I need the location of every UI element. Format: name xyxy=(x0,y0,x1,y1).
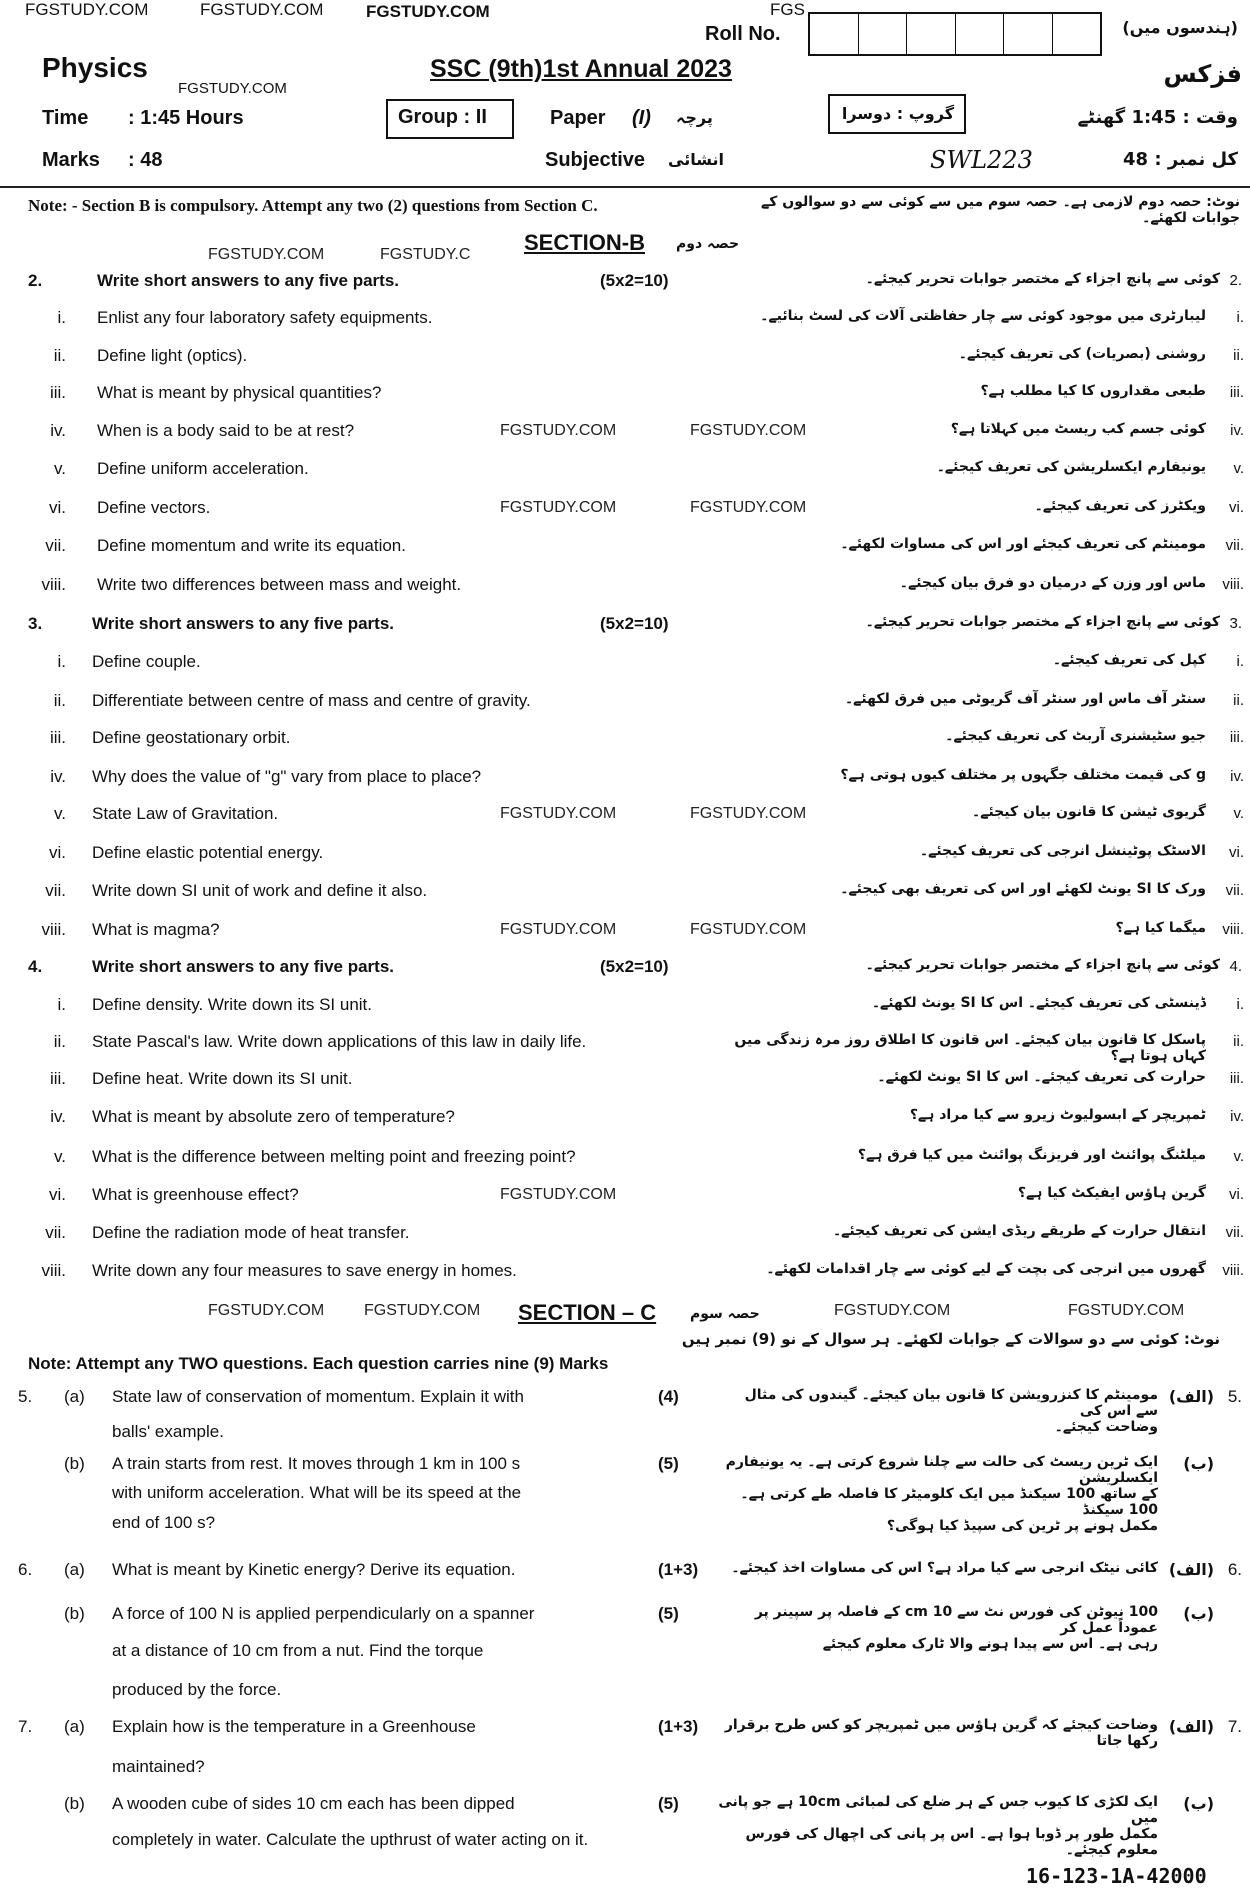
question-number-right: 7. xyxy=(1227,1717,1242,1736)
part-text-urdu-block xyxy=(718,1794,1158,1858)
part-roman: vi. xyxy=(49,843,66,862)
part-text-urdu: سنٹر آف ماس اور سنٹر آف گریوٹی میں فرق لکھئے۔ xyxy=(844,691,1206,707)
part-roman-right: iv. xyxy=(1230,1108,1244,1125)
question-number: 4. xyxy=(28,957,43,976)
group-label-urdu: گروپ : دوسرا xyxy=(841,104,954,123)
part-text-line-urdu: مکمل طور پر ڈوبا ہوا ہے۔ اس پر پانی کی اچھال کی فورس معلوم کیجئے۔ xyxy=(745,1826,1158,1858)
part-text: Define couple. xyxy=(92,652,201,671)
part-text-line-urdu: مکمل ہونے پر ٹرین کی سپیڈ کیا ہوگی؟ xyxy=(886,1518,1158,1534)
part-roman-right: vii. xyxy=(1225,537,1244,554)
question-number-right: 2. xyxy=(1229,272,1242,289)
question-number: 5. xyxy=(18,1387,33,1406)
question-prompt-urdu: کوئی سے پانچ اجزاء کے مختصر جوابات تحریر کیجئے۔ xyxy=(865,614,1220,630)
watermark: FGSTUDY.C xyxy=(380,246,471,263)
part-text: Write down any four measures to save energy in homes. xyxy=(92,1261,517,1280)
part-roman-right: iv. xyxy=(1230,768,1244,785)
part-text: Define density. Write down its SI unit. xyxy=(92,995,372,1014)
part-text-urdu: پاسکل کا قانون بیان کیجئے۔ اس قانون کا اطلاق روز مرہ زندگی میں کہاں ہوتا ہے؟ xyxy=(734,1032,1206,1064)
part-text-line: end of 100 s? xyxy=(112,1513,216,1532)
part-roman-right: i. xyxy=(1236,996,1244,1013)
part-text-urdu: لیبارٹری میں موجود کوئی سے چار حفاظتی آلات کی لسٹ بنائیے۔ xyxy=(760,308,1206,324)
exam-title: SSC (9th)1st Annual 2023 xyxy=(430,55,732,83)
part-roman-right: vii. xyxy=(1225,1224,1244,1241)
watermark: FGSTUDY.COM xyxy=(366,2,490,21)
part-roman: viii. xyxy=(41,575,66,594)
question-number: 6. xyxy=(18,1560,33,1579)
part-roman: v. xyxy=(54,459,66,478)
part-label-urdu: (ب) xyxy=(1183,1604,1214,1623)
question-prompt: Write short answers to any five parts. xyxy=(92,614,394,633)
part-text: State Law of Gravitation. xyxy=(92,804,279,823)
part-text: Define geostationary orbit. xyxy=(92,728,291,747)
part-text-urdu: میگما کیا ہے؟ xyxy=(1115,920,1206,936)
question-number-right: 6. xyxy=(1227,1560,1242,1579)
time-label: Time xyxy=(42,107,89,129)
part-text: What is the difference between melting point and freezing point? xyxy=(92,1147,576,1166)
part-text-urdu: ڈینسٹی کی تعریف کیجئے۔ اس کا SI یونٹ لکھئے۔ xyxy=(871,995,1206,1011)
part-roman: iii. xyxy=(49,383,66,402)
watermark: FGSTUDY.COM xyxy=(208,246,325,263)
part-text-line: A wooden cube of sides 10 cm each has been dipped xyxy=(112,1794,515,1813)
part-roman-right: vi. xyxy=(1229,844,1244,861)
question-number-right: 5. xyxy=(1227,1387,1242,1406)
paper-label: Paper xyxy=(550,107,606,129)
watermark: FGSTUDY.COM xyxy=(500,499,617,516)
part-label-urdu: (الف) xyxy=(1168,1387,1214,1406)
part-text-line-urdu: ایک لکڑی کا کیوب جس کے ہر ضلع کی لمبائی 10cm ہے جو پانی میں xyxy=(718,1794,1158,1826)
part-label: (b) xyxy=(64,1794,85,1813)
watermark: FGSTUDY.COM xyxy=(500,422,617,439)
subjective-label: Subjective xyxy=(545,149,646,171)
watermark: FGSTUDY.COM xyxy=(500,805,617,822)
part-roman-right: viii. xyxy=(1222,1262,1244,1279)
part-text: When is a body said to be at rest? xyxy=(97,421,355,440)
part-roman-right: vi. xyxy=(1229,1186,1244,1203)
question-marks: (5x2=10) xyxy=(600,957,669,976)
instructions-note-urdu: نوٹ: حصہ دوم لازمی ہے۔ حصہ سوم میں سے کوئی سے دو سوالوں کے جوابات لکھئے۔ xyxy=(761,194,1240,226)
part-text-urdu: روشنی (بصریات) کی تعریف کیجئے۔ xyxy=(958,346,1206,362)
time-label-urdu: وقت : 1:45 گھنٹے xyxy=(1077,107,1238,128)
roll-no-boxes[interactable] xyxy=(808,12,1102,56)
part-text-urdu: الاسٹک پوٹینشل انرجی کی تعریف کیجئے۔ xyxy=(919,843,1206,859)
part-text-line: A force of 100 N is applied perpendicularly on a spanner xyxy=(112,1604,535,1623)
group-box xyxy=(386,99,514,139)
part-roman: v. xyxy=(54,1147,66,1166)
part-text-line-urdu: کائی نیٹک انرجی سے کیا مراد ہے؟ اس کی مساوات اخذ کیجئے۔ xyxy=(731,1560,1158,1576)
section-c-note-urdu: نوٹ: کوئی سے دو سوالات کے جوابات لکھئے۔ ہر سوال کے نو (9) نمبر ہیں xyxy=(681,1330,1220,1348)
question-number: 3. xyxy=(28,614,43,633)
part-roman: vii. xyxy=(45,1223,66,1242)
part-roman: viii. xyxy=(41,1261,66,1280)
part-text: What is magma? xyxy=(92,920,220,939)
part-roman-right: v. xyxy=(1233,460,1244,477)
part-roman: ii. xyxy=(53,691,66,710)
subjective-label-urdu: انشائی xyxy=(668,150,724,169)
subject-title-urdu: فزکس xyxy=(1163,60,1242,88)
part-text-urdu: گریوی ٹیشن کا قانون بیان کیجئے۔ xyxy=(972,804,1206,820)
part-text-line-urdu: کے ساتھ 100 سیکنڈ میں ایک کلومیٹر کا فاصلہ طے کرتی ہے۔ 100 سیکنڈ xyxy=(740,1486,1158,1518)
part-roman-right: i. xyxy=(1236,653,1244,670)
part-label-urdu: (ب) xyxy=(1183,1454,1214,1473)
question-number-right: 3. xyxy=(1229,615,1242,632)
part-text-urdu-block xyxy=(718,1560,1158,1576)
part-roman-right: vii. xyxy=(1225,882,1244,899)
part-text-line: with uniform acceleration. What will be its speed at the xyxy=(112,1483,522,1502)
watermark: FGSTUDY.COM xyxy=(500,921,617,938)
part-text-urdu: ٹمپریچر کے ابسولیوٹ زیرو سے کیا مراد ہے؟ xyxy=(909,1107,1206,1123)
part-text-urdu: یونیفارم ایکسلریشن کی تعریف کیجئے۔ xyxy=(936,459,1206,475)
section-b-title-urdu: حصہ دوم xyxy=(676,236,740,252)
part-roman-right: iv. xyxy=(1230,422,1244,439)
watermark: FGS xyxy=(770,0,805,19)
question-prompt-urdu: کوئی سے پانچ اجزاء کے مختصر جوابات تحریر کیجئے۔ xyxy=(865,271,1220,287)
handwritten-note: SWL223 xyxy=(930,146,1033,174)
marks-label-urdu: کل نمبر : 48 xyxy=(1123,149,1238,170)
part-roman: iv. xyxy=(50,767,66,786)
part-text: Why does the value of "g" vary from place to place? xyxy=(92,767,482,786)
section-b-title: SECTION-B xyxy=(524,230,645,255)
part-label-urdu: (الف) xyxy=(1168,1560,1214,1579)
part-label-urdu: (ب) xyxy=(1183,1794,1214,1813)
part-text-urdu: مومینٹم کی تعریف کیجئے اور اس کی مساوات لکھئے۔ xyxy=(840,536,1206,552)
part-text: Define vectors. xyxy=(97,498,211,517)
part-text-urdu: حرارت کی تعریف کیجئے۔ اس کا SI یونٹ لکھئے۔ xyxy=(877,1069,1206,1085)
part-text: Define the radiation mode of heat transfer. xyxy=(92,1223,410,1242)
watermark: FGSTUDY.COM xyxy=(25,0,149,19)
part-text-line-urdu: مومینٹم کا کنزرویشن کا قانون بیان کیجئے۔ گیندوں کی مثال سے اس کی xyxy=(744,1387,1158,1419)
part-text-line: at a distance of 10 cm from a nut. Find the torque xyxy=(112,1641,484,1660)
part-roman: i. xyxy=(57,995,66,1014)
section-c-title: SECTION – C xyxy=(518,1300,657,1325)
part-roman-right: ii. xyxy=(1233,347,1244,364)
part-text-urdu: g کی قیمت مختلف جگہوں پر مختلف کیوں ہوتی ہے؟ xyxy=(840,767,1206,783)
part-text-line: What is meant by Kinetic energy? Derive its equation. xyxy=(112,1560,516,1579)
part-roman-right: viii. xyxy=(1222,576,1244,593)
part-marks: (1+3) xyxy=(658,1717,699,1736)
part-text-urdu-block xyxy=(718,1387,1158,1435)
part-marks: (5) xyxy=(658,1794,679,1813)
part-text: Enlist any four laboratory safety equipments. xyxy=(97,308,433,327)
part-roman: vii. xyxy=(45,536,66,555)
part-label: (a) xyxy=(64,1387,85,1406)
part-text-urdu: گرین ہاؤس ایفیکٹ کیا ہے؟ xyxy=(1017,1185,1206,1201)
part-label: (a) xyxy=(64,1560,85,1579)
part-text: State Pascal's law. Write down applications of this law in daily life. xyxy=(92,1032,587,1051)
part-marks: (5) xyxy=(658,1604,679,1623)
part-text: Define uniform acceleration. xyxy=(97,459,309,478)
part-marks: (4) xyxy=(658,1387,679,1406)
part-text: Define heat. Write down its SI unit. xyxy=(92,1069,353,1088)
part-roman: vi. xyxy=(49,498,66,517)
part-text-urdu: جیو سٹیشنری آربٹ کی تعریف کیجئے۔ xyxy=(945,728,1206,744)
part-roman: i. xyxy=(57,308,66,327)
part-text-urdu: کپل کی تعریف کیجئے۔ xyxy=(1052,652,1206,668)
watermark: FGSTUDY.COM xyxy=(690,499,807,516)
watermark: FGSTUDY.COM xyxy=(500,1186,617,1203)
header-divider xyxy=(0,186,1250,188)
part-label-urdu: (الف) xyxy=(1168,1717,1214,1736)
part-text: Define elastic potential energy. xyxy=(92,843,324,862)
part-roman: iv. xyxy=(50,421,66,440)
part-roman-right: viii. xyxy=(1222,921,1244,938)
part-text-line: A train starts from rest. It moves through 1 km in 100 s xyxy=(112,1454,521,1473)
part-text-urdu: ماس اور وزن کے درمیان دو فرق بیان کیجئے۔ xyxy=(899,575,1206,591)
paper-number: (I) xyxy=(632,107,651,129)
part-text-urdu: میلٹنگ پوائنٹ اور فریزنگ پوائنٹ میں کیا فرق ہے؟ xyxy=(857,1147,1206,1163)
question-number: 2. xyxy=(28,271,43,290)
part-roman: iii. xyxy=(49,728,66,747)
part-roman: ii. xyxy=(53,346,66,365)
instructions-note: Note: - Section B is compulsory. Attempt any two (2) questions from Section C. xyxy=(28,196,598,215)
part-text-urdu: انتقال حرارت کے طریقے ریڈی ایشن کی تعریف کیجئے۔ xyxy=(832,1223,1206,1239)
time-value: : 1:45 Hours xyxy=(128,107,244,129)
part-roman: iv. xyxy=(50,1107,66,1126)
part-text-urdu-block xyxy=(718,1454,1158,1534)
part-text: What is meant by physical quantities? xyxy=(97,383,382,402)
question-prompt-urdu: کوئی سے پانچ اجزاء کے مختصر جوابات تحریر کیجئے۔ xyxy=(865,957,1220,973)
part-roman-right: iii. xyxy=(1229,384,1244,401)
part-text-line: maintained? xyxy=(112,1757,205,1776)
section-c-title-urdu: حصہ سوم xyxy=(690,1306,760,1322)
roll-no-label: Roll No. xyxy=(705,23,781,45)
part-text-line: Explain how is the temperature in a Greenhouse xyxy=(112,1717,476,1736)
part-roman: viii. xyxy=(41,920,66,939)
marks-label: Marks xyxy=(42,149,100,171)
part-roman: i. xyxy=(57,652,66,671)
part-roman-right: iii. xyxy=(1229,729,1244,746)
part-text-urdu: ویکٹرز کی تعریف کیجئے۔ xyxy=(1034,498,1206,514)
part-text-line-urdu: 100 نیوٹن کی فورس نٹ سے 10 cm کے فاصلہ پر سپینر پر عموداً عمل کر xyxy=(754,1604,1158,1636)
part-text-urdu-block xyxy=(718,1717,1158,1749)
question-number-right: 4. xyxy=(1229,958,1242,975)
part-text: Define light (optics). xyxy=(97,346,248,365)
part-text-urdu: طبعی مقداروں کا کیا مطلب ہے؟ xyxy=(980,383,1206,399)
group-box-urdu xyxy=(828,94,966,134)
part-roman-right: iii. xyxy=(1229,1070,1244,1087)
roll-no-label-urdu: (ہندسوں میں) xyxy=(1122,18,1238,37)
part-roman-right: ii. xyxy=(1233,692,1244,709)
section-c-note: Note: Attempt any TWO questions. Each question carries nine (9) Marks xyxy=(28,1354,609,1373)
paper-code: 16-123-1A-42000 xyxy=(1026,1864,1207,1888)
watermark: FGSTUDY.COM xyxy=(208,1302,325,1319)
part-text: Write down SI unit of work and define it also. xyxy=(92,881,428,900)
watermark: FGSTUDY.COM xyxy=(364,1302,481,1319)
part-text-line: State law of conservation of momentum. Explain it with xyxy=(112,1387,524,1406)
part-marks: (1+3) xyxy=(658,1560,699,1579)
part-text-urdu-block xyxy=(718,1604,1158,1652)
group-label: Group : II xyxy=(398,106,487,128)
part-roman-right: v. xyxy=(1233,805,1244,822)
part-roman-right: ii. xyxy=(1233,1033,1244,1050)
marks-value: : 48 xyxy=(128,149,163,171)
question-number: 7. xyxy=(18,1717,33,1736)
part-roman: vii. xyxy=(45,881,66,900)
part-label: (b) xyxy=(64,1454,85,1473)
part-text-line-urdu: رہی ہے۔ اس سے پیدا ہونے والا ٹارک معلوم کیجئے xyxy=(822,1636,1158,1652)
part-roman: vi. xyxy=(49,1185,66,1204)
watermark: FGSTUDY.COM xyxy=(690,921,807,938)
question-marks: (5x2=10) xyxy=(600,614,669,633)
part-text: Define momentum and write its equation. xyxy=(97,536,406,555)
part-roman: iii. xyxy=(49,1069,66,1088)
part-text-line-urdu: وضاحت کیجئے کہ گرین ہاؤس میں ٹمپریچر کو کس طرح برقرار رکھا جاتا xyxy=(724,1717,1158,1749)
watermark: FGSTUDY.COM xyxy=(690,805,807,822)
part-label: (b) xyxy=(64,1604,85,1623)
watermark: FGSTUDY.COM xyxy=(178,80,287,97)
part-text-urdu: ورک کا SI یونٹ لکھئے اور اس کی تعریف بھی کیجئے۔ xyxy=(840,881,1206,897)
part-text: What is greenhouse effect? xyxy=(92,1185,299,1204)
part-roman-right: vi. xyxy=(1229,499,1244,516)
part-text-line: balls' example. xyxy=(112,1422,224,1441)
question-marks: (5x2=10) xyxy=(600,271,669,290)
part-text-urdu: گھروں میں انرجی کی بچت کے لیے کوئی سے چار اقدامات لکھئے۔ xyxy=(766,1261,1206,1277)
part-label: (a) xyxy=(64,1717,85,1736)
part-marks: (5) xyxy=(658,1454,679,1473)
paper-label-urdu: پرچہ xyxy=(676,108,713,127)
part-text-line-urdu: ایک ٹرین ریسٹ کی حالت سے چلنا شروع کرتی ہے۔ یہ یونیفارم ایکسلریشن xyxy=(725,1454,1158,1486)
part-roman-right: i. xyxy=(1236,309,1244,326)
part-text: What is meant by absolute zero of temperature? xyxy=(92,1107,455,1126)
watermark: FGSTUDY.COM xyxy=(834,1302,951,1319)
part-roman: ii. xyxy=(53,1032,66,1051)
part-text-line: produced by the force. xyxy=(112,1680,282,1699)
part-roman-right: v. xyxy=(1233,1148,1244,1165)
part-text: Write two differences between mass and weight. xyxy=(97,575,462,594)
question-prompt: Write short answers to any five parts. xyxy=(92,957,394,976)
watermark: FGSTUDY.COM xyxy=(200,0,324,19)
part-text-line: completely in water. Calculate the upthrust of water acting on it. xyxy=(112,1830,589,1849)
question-prompt: Write short answers to any five parts. xyxy=(97,271,399,290)
part-roman: v. xyxy=(54,804,66,823)
watermark: FGSTUDY.COM xyxy=(690,422,807,439)
part-text: Differentiate between centre of mass and centre of gravity. xyxy=(92,691,531,710)
watermark: FGSTUDY.COM xyxy=(1068,1302,1185,1319)
subject-title: Physics xyxy=(42,52,148,83)
part-text-line-urdu: وضاحت کیجئے۔ xyxy=(1054,1419,1158,1435)
part-text-urdu: کوئی جسم کب ریسٹ میں کہلاتا ہے؟ xyxy=(950,421,1206,437)
